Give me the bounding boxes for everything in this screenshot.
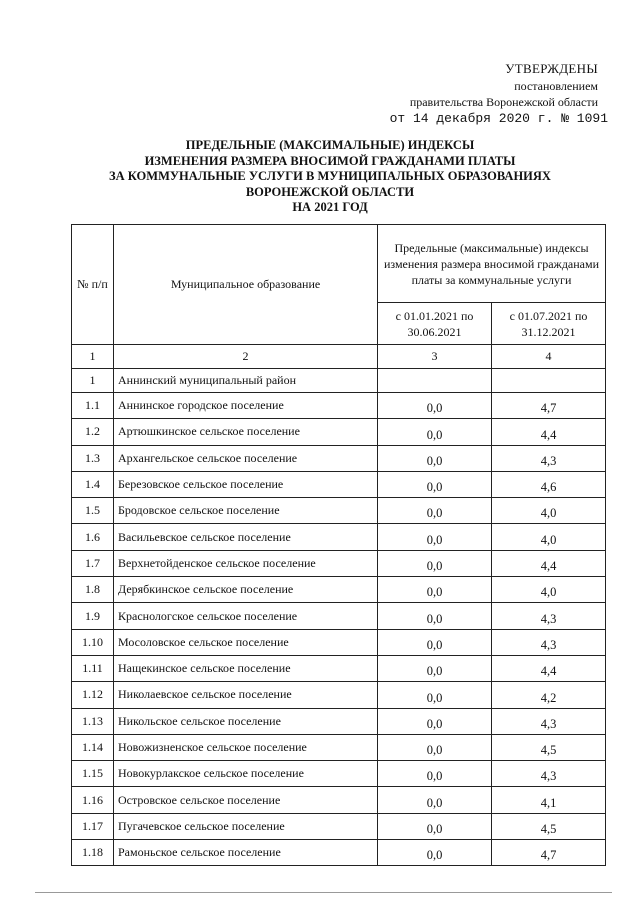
- row-name: Дерябкинское сельское поселение: [114, 577, 378, 603]
- row-num: 1.3: [72, 445, 114, 471]
- title-line: НА 2021 ГОД: [292, 200, 368, 214]
- row-num: 1.6: [72, 524, 114, 550]
- row-name: Нащекинское сельское поселение: [114, 655, 378, 681]
- approval-date-number: от 14 декабря 2020 г. № 1091: [389, 111, 608, 126]
- row-value-h1: 0,0: [378, 471, 492, 497]
- empty-cell: [492, 369, 606, 393]
- col-number: 4: [492, 345, 606, 369]
- row-name: Артюшкинское сельское поселение: [114, 419, 378, 445]
- row-name: Пугачевское сельское поселение: [114, 813, 378, 839]
- row-value-h2: 4,5: [492, 734, 606, 760]
- row-name: Архангельское сельское поселение: [114, 445, 378, 471]
- row-value-h2: 4,0: [492, 524, 606, 550]
- row-num: 1.18: [72, 840, 114, 866]
- row-value-h1: 0,0: [378, 708, 492, 734]
- table-row: [72, 787, 606, 813]
- approval-heading: УТВЕРЖДЕНЫ: [505, 61, 598, 76]
- row-num: 1.13: [72, 708, 114, 734]
- row-name: Рамоньское сельское поселение: [114, 840, 378, 866]
- row-num: 1.4: [72, 471, 114, 497]
- row-name: Аннинское городское поселение: [114, 393, 378, 419]
- row-name: Островское сельское поселение: [114, 787, 378, 813]
- row-value-h2: 4,5: [492, 813, 606, 839]
- row-value-h2: 4,4: [492, 419, 606, 445]
- row-name: Верхнетойденское сельское поселение: [114, 550, 378, 576]
- row-num: 1.5: [72, 498, 114, 524]
- row-num: 1.8: [72, 577, 114, 603]
- row-value-h2: 4,7: [492, 840, 606, 866]
- table-row: [72, 550, 606, 576]
- col-number: 2: [114, 345, 378, 369]
- header-indices: Предельные (максимальные) индексы изменения размера вносимой гражданами платы за коммунальные услуги: [378, 225, 606, 303]
- row-value-h2: 4,3: [492, 708, 606, 734]
- district-name: Аннинский муниципальный район: [114, 369, 378, 393]
- table-row: [72, 471, 606, 497]
- indices-table: [71, 224, 606, 866]
- row-num: 1.16: [72, 787, 114, 813]
- header-period-2: с 01.07.2021 по 31.12.2021: [492, 303, 606, 345]
- row-name: Васильевское сельское поселение: [114, 524, 378, 550]
- table-row: [72, 813, 606, 839]
- table-row: [72, 734, 606, 760]
- row-value-h1: 0,0: [378, 761, 492, 787]
- table-row: [72, 577, 606, 603]
- row-num: 1.9: [72, 603, 114, 629]
- col-number: 1: [72, 345, 114, 369]
- row-value-h2: 4,3: [492, 445, 606, 471]
- district-num: 1: [72, 369, 114, 393]
- row-value-h1: 0,0: [378, 419, 492, 445]
- title-line: ВОРОНЕЖСКОЙ ОБЛАСТИ: [245, 184, 415, 199]
- row-value-h1: 0,0: [378, 629, 492, 655]
- row-name: Мосоловское сельское поселение: [114, 629, 378, 655]
- header-num: № п/п: [72, 225, 114, 345]
- table-row: [72, 603, 606, 629]
- approval-block: [389, 60, 608, 128]
- row-name: Новокурлакское сельское поселение: [114, 761, 378, 787]
- title-line: ПРЕДЕЛЬНЫЕ (МАКСИМАЛЬНЫЕ) ИНДЕКСЫ: [185, 138, 475, 152]
- row-value-h1: 0,0: [378, 655, 492, 681]
- table-row: [72, 524, 606, 550]
- row-num: 1.7: [72, 550, 114, 576]
- row-value-h1: 0,0: [378, 734, 492, 760]
- row-num: 1.1: [72, 393, 114, 419]
- row-value-h2: 4,0: [492, 577, 606, 603]
- row-num: 1.11: [72, 655, 114, 681]
- row-value-h2: 4,1: [492, 787, 606, 813]
- row-value-h2: 4,3: [492, 629, 606, 655]
- row-value-h2: 4,7: [492, 393, 606, 419]
- row-name: Никольское сельское поселение: [114, 708, 378, 734]
- empty-cell: [378, 369, 492, 393]
- row-name: Николаевское сельское поселение: [114, 682, 378, 708]
- row-value-h2: 4,2: [492, 682, 606, 708]
- row-value-h2: 4,4: [492, 655, 606, 681]
- row-name: Новожизненское сельское поселение: [114, 734, 378, 760]
- row-name: Бродовское сельское поселение: [114, 498, 378, 524]
- row-num: 1.17: [72, 813, 114, 839]
- row-num: 1.15: [72, 761, 114, 787]
- table-row: [72, 682, 606, 708]
- document-title: [90, 138, 570, 216]
- row-value-h2: 4,6: [492, 471, 606, 497]
- table-row: [72, 629, 606, 655]
- district-row: [72, 369, 606, 393]
- table-row: [72, 708, 606, 734]
- row-value-h1: 0,0: [378, 524, 492, 550]
- row-name: Краснологское сельское поселение: [114, 603, 378, 629]
- table-row: [72, 445, 606, 471]
- col-number: 3: [378, 345, 492, 369]
- page-bottom-rule: [35, 892, 612, 893]
- title-line: ИЗМЕНЕНИЯ РАЗМЕРА ВНОСИМОЙ ГРАЖДАНАМИ ПЛАТЫ: [144, 153, 516, 168]
- table-row: [72, 498, 606, 524]
- row-value-h1: 0,0: [378, 498, 492, 524]
- table-row: [72, 761, 606, 787]
- approval-authority: правительства Воронежской области: [409, 95, 598, 109]
- row-value-h1: 0,0: [378, 840, 492, 866]
- row-value-h1: 0,0: [378, 813, 492, 839]
- row-value-h2: 4,3: [492, 603, 606, 629]
- row-num: 1.10: [72, 629, 114, 655]
- row-value-h2: 4,0: [492, 498, 606, 524]
- row-value-h1: 0,0: [378, 550, 492, 576]
- row-num: 1.12: [72, 682, 114, 708]
- table-row: [72, 840, 606, 866]
- row-num: 1.14: [72, 734, 114, 760]
- row-value-h2: 4,4: [492, 550, 606, 576]
- row-value-h2: 4,3: [492, 761, 606, 787]
- row-num: 1.2: [72, 419, 114, 445]
- header-period-1: с 01.01.2021 по 30.06.2021: [378, 303, 492, 345]
- row-value-h1: 0,0: [378, 682, 492, 708]
- approval-decree-label: постановлением: [514, 79, 598, 93]
- row-value-h1: 0,0: [378, 577, 492, 603]
- row-value-h1: 0,0: [378, 603, 492, 629]
- header-municipality: Муниципальное образование: [114, 225, 378, 345]
- row-name: Березовское сельское поселение: [114, 471, 378, 497]
- row-value-h1: 0,0: [378, 787, 492, 813]
- table-row: [72, 655, 606, 681]
- table-row: [72, 393, 606, 419]
- title-line: ЗА КОММУНАЛЬНЫЕ УСЛУГИ В МУНИЦИПАЛЬНЫХ ОБРАЗОВАНИЯХ: [109, 169, 551, 183]
- row-value-h1: 0,0: [378, 445, 492, 471]
- row-value-h1: 0,0: [378, 393, 492, 419]
- table-row: [72, 419, 606, 445]
